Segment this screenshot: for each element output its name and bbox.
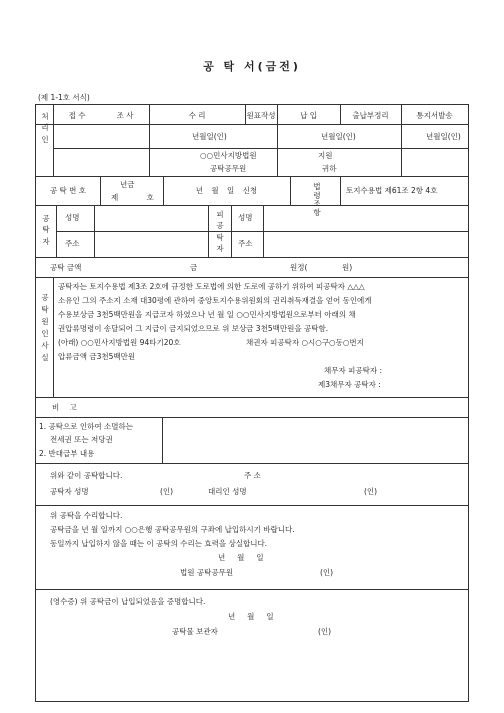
rule [53,277,54,397]
rule [36,463,468,464]
acceptance-official: 법원 공탁공무원 [180,568,234,577]
amount-unit: 원) [342,263,353,272]
rule [231,231,468,232]
deposit-form [35,104,469,702]
court-honorific: 귀하 [322,164,337,173]
cause-label: 공탁원인사실 [41,293,49,362]
rule [36,124,468,125]
deposit-number-suffix: 제 호 [111,193,154,202]
depositor-address-label: 주소 [65,239,80,248]
acceptance-date: 년 월 일 [218,553,264,562]
processing-label: 처리인 [41,112,49,144]
receipt-keeper: 공탁물 보관자 [172,627,218,636]
rule [56,205,57,257]
col-notice: 통지서발송 [416,111,453,120]
declaration-seal: (인) [160,487,174,496]
rule [36,589,468,590]
acceptance-line: 동일까지 납입하지 않을 때는 이 공탁의 수리는 효력을 상실합니다. [50,539,268,548]
col-payment: 납 입 [300,111,317,120]
apply-date: 년 월 일 신청 [195,186,258,195]
declaration-line: 위와 같이 공탁합니다. [50,471,123,480]
amount-unit: 원정( [290,263,308,272]
cause-case: (아래) ○○민사지방법원 94타기20호 [58,338,181,347]
amount-label: 공탁 금액 [50,263,82,272]
rule [290,176,291,205]
rule [36,277,468,278]
note-item: 2. 반대급부 내용 [39,449,95,458]
rule [100,176,101,205]
rule [56,231,231,232]
rule [36,417,468,418]
rule [231,205,232,257]
rule [36,205,468,206]
law-value: 토지수용법 제61조 2항 4호 [346,186,438,195]
remarks-label: 비 고 [52,403,77,412]
rule [263,205,264,257]
cause-line: 권압류명령이 송달되어 그 지급이 금지되었으므로 위 보상금 3천5백만원을 공탁함. [58,324,329,333]
rule [53,148,468,149]
note-item: 전세권 또는 저당권 [50,435,113,444]
date-stamp: 년월일(인) [192,132,227,141]
rule [36,397,468,398]
acceptance-seal: (인) [320,568,334,577]
acceptance-line: 공탁금을 년 월 일까지 ○○은행 공탁공무원의 구좌에 납입하시기 바랍니다. [50,525,295,534]
beneficiary-label: 피공탁자 [216,210,224,253]
col-accept: 수 리 [188,111,206,120]
rule [162,417,163,463]
acceptance-line: 위 공탁을 수리합니다. [50,511,123,520]
cause-line: 소유인 그의 주소지 소재 대30평에 관하여 중앙토지수용위원회의 권리취득재결을 얻어 동인에게 [58,296,372,305]
cause-line: 수용보상금 3천5백만원을 지급코자 하였으나 년 월 일 ○○민사지방법원으로부터 아래의 채 [58,310,356,319]
court-branch: 지원 [318,151,333,160]
receipt-date: 년 월 일 [228,612,274,621]
declaration-address-label: 주 소 [244,471,261,480]
rule [208,205,209,257]
cause-seizure: 압류금액 금3천5백만원 [58,352,136,361]
cause-creditor: 채권자 피공탁자 ○시○구○동○번지 [246,338,364,347]
court-name: ○○민사지방법원 [200,151,257,160]
deposit-number-year: 년금 [120,180,135,189]
col-inspect: 조 사 [116,111,134,120]
court-official: 공탁공무원 [210,164,247,173]
col-ledger: 원표작성 [246,111,276,120]
declaration-agent-label: 대리인 성명 [208,487,247,496]
declaration-name-label: 공탁자 성명 [50,487,89,496]
depositor-label: 공탁자 [42,214,50,246]
note-item: 1. 공탁으로 인하여 소멸하는 [39,422,134,431]
receipt-seal: (인) [318,627,332,636]
cause-third-debtor: 제3채무자 공탁자 : [318,380,381,389]
col-cashbook: 출납부정리 [352,111,389,120]
beneficiary-name-label: 성명 [238,213,253,222]
amount-unit: 금 [190,263,198,272]
rule [94,205,95,257]
depositor-name-label: 성명 [65,213,80,222]
rule [36,257,468,258]
date-stamp: 년월일(인) [321,132,356,141]
deposit-number-label: 공 탁 번 호 [49,186,87,195]
rule [36,505,468,506]
rule [340,176,341,205]
beneficiary-address-label: 주소 [238,239,253,248]
receipt-line: (영수증) 위 공탁금이 납입되었음을 증명합니다. [50,597,206,606]
law-label: 법 령 조 항 [313,182,321,217]
form-number: (제 1-1호 서식) [38,93,90,102]
cause-line: 공탁자는 토지수용법 제3조 2호에 규정한 도로법에 의한 도로에 공하기 위하여 피공탁자 △△△ [58,282,365,291]
cause-debtor: 채무자 피공탁자 : [324,366,383,375]
declaration-seal: (인) [364,487,378,496]
col-receipt: 접 수 [68,111,86,120]
date-stamp: 년월일(인) [426,132,461,141]
document-title: 공 탁 서(금전) [203,60,301,73]
